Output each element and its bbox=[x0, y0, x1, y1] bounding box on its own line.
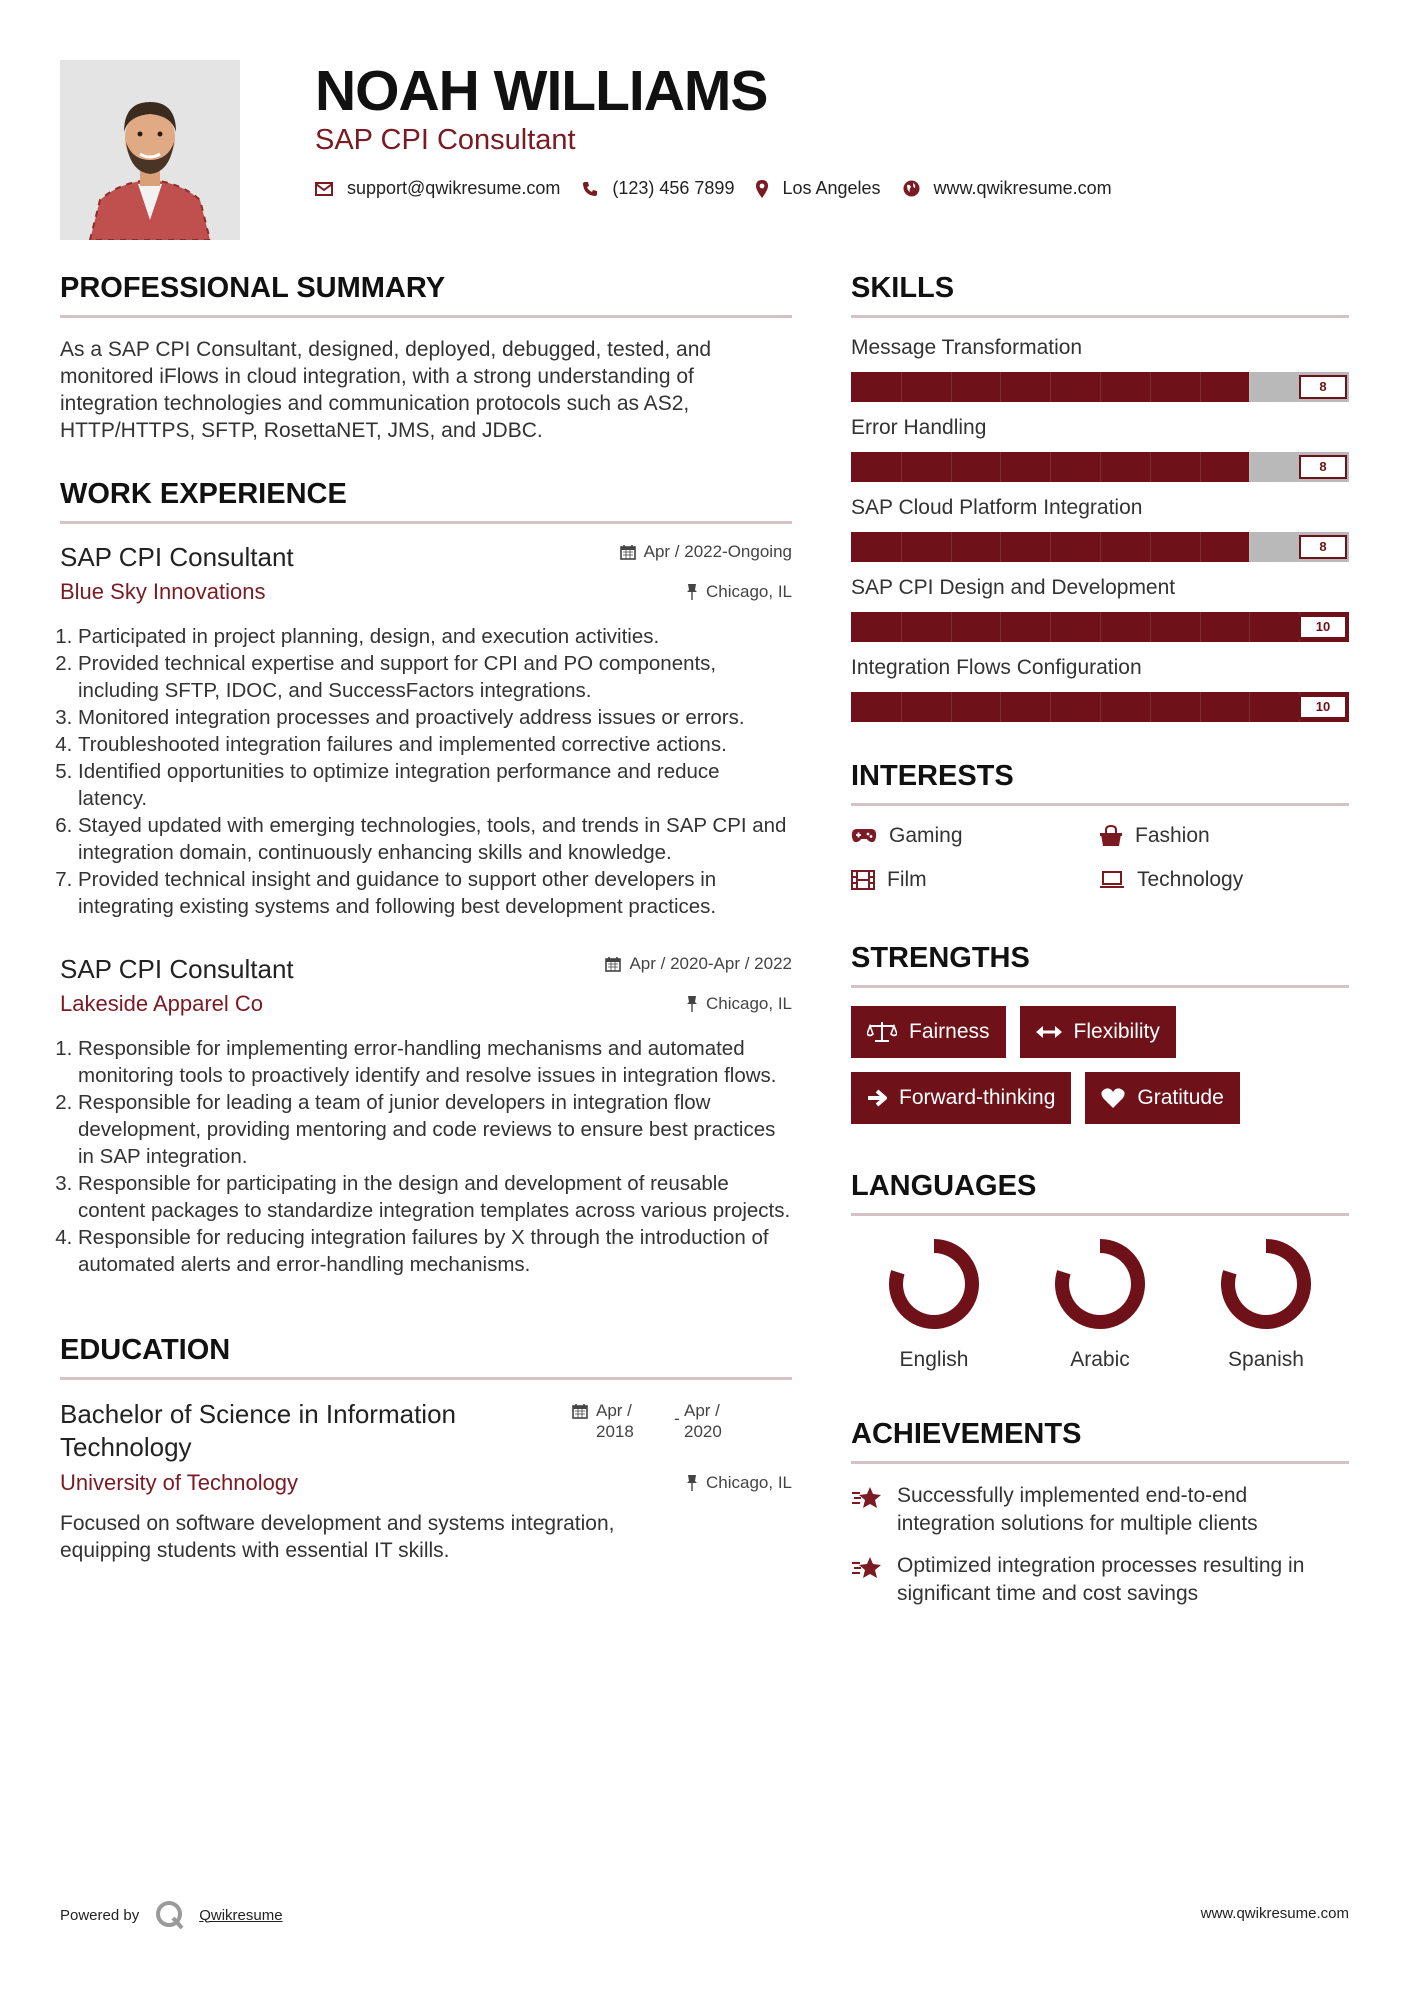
candidate-role: SAP CPI Consultant bbox=[315, 124, 576, 156]
skill-level: 10 bbox=[1299, 615, 1347, 639]
contact-website[interactable] bbox=[903, 178, 1112, 199]
skill-bar-segment bbox=[901, 692, 902, 722]
heart-icon bbox=[1101, 1088, 1125, 1109]
achievement-text: Successfully implemented end-to-end integration solutions for multiple clients bbox=[897, 1484, 1258, 1535]
languages-section bbox=[851, 1170, 1349, 1372]
skill-name: SAP Cloud Platform Integration bbox=[851, 496, 1143, 519]
duty-list bbox=[60, 1035, 792, 1278]
globe-icon bbox=[903, 180, 920, 197]
interest-item bbox=[851, 824, 1099, 848]
achievement-item bbox=[851, 1552, 1349, 1608]
skill-bar-segment bbox=[1000, 452, 1001, 482]
skills-heading: SKILLS bbox=[851, 272, 1349, 318]
strength-tag bbox=[1020, 1006, 1176, 1058]
company-name: Blue Sky Innovations bbox=[60, 579, 266, 604]
skill-bar-segment bbox=[1050, 532, 1051, 562]
skill-bar-segment bbox=[951, 612, 952, 642]
languages-heading: LANGUAGES bbox=[851, 1170, 1349, 1216]
language-ring bbox=[884, 1234, 984, 1334]
skill-bar-segment bbox=[1150, 692, 1151, 722]
education-description: Focused on software development and systems integration, equipping students with essential IT skills. bbox=[60, 1512, 615, 1562]
pin-icon bbox=[686, 1475, 698, 1491]
skill-bar-segment bbox=[951, 372, 952, 402]
qwikresume-link[interactable]: Qwikresume bbox=[199, 1906, 283, 1924]
language-name: Spanish bbox=[1228, 1348, 1304, 1371]
duty-item: 3. Monitored integration processes and proactively address issues or errors. bbox=[78, 704, 792, 731]
strength-label: Fairness bbox=[909, 1020, 990, 1043]
strength-label: Flexibility bbox=[1073, 1020, 1160, 1043]
job-entry bbox=[60, 954, 792, 1278]
skill-bar-segment bbox=[1100, 532, 1101, 562]
school-location bbox=[686, 1473, 792, 1493]
duty-item: 1. Responsible for implementing error-handling mechanisms and automated monitoring tools to proactively identify and resolve issues in integration flows. bbox=[78, 1035, 792, 1089]
map-marker-icon bbox=[756, 180, 768, 198]
calendar-icon bbox=[620, 544, 636, 560]
job-location bbox=[686, 994, 792, 1014]
interests-section bbox=[851, 760, 1349, 892]
duty-item: 5. Identified opportunities to optimize integration performance and reduce latency. bbox=[78, 758, 792, 812]
skill-bar-segment bbox=[901, 372, 902, 402]
skill-bar-segment bbox=[1100, 372, 1101, 402]
phone-icon bbox=[582, 181, 598, 197]
skills-section bbox=[851, 272, 1349, 722]
contact-website-text: www.qwikresume.com bbox=[933, 178, 1112, 198]
company-name: Lakeside Apparel Co bbox=[60, 991, 264, 1016]
skill-bar-segment bbox=[1150, 452, 1151, 482]
film-icon bbox=[851, 870, 875, 890]
duty-item: 4. Responsible for reducing integration failures by X through the introduction of automated alerts and error-handling mechanisms. bbox=[78, 1224, 792, 1278]
duty-item: 2. Responsible for leading a team of junior developers in integration flow development, providing mentoring and code reviews to ensure best practices in SAP integration. bbox=[78, 1089, 792, 1170]
footer-site-link[interactable]: www.qwikresume.com bbox=[1200, 1905, 1349, 1922]
gamepad-icon bbox=[851, 828, 877, 844]
strength-tag bbox=[1085, 1072, 1239, 1124]
strength-tag bbox=[851, 1006, 1006, 1058]
interest-label: Technology bbox=[1137, 868, 1244, 891]
duty-item: 4. Troubleshooted integration failures and implemented corrective actions. bbox=[78, 731, 792, 758]
contact-phone[interactable] bbox=[582, 178, 734, 199]
skill-bar-segment bbox=[1100, 452, 1101, 482]
interest-label: Fashion bbox=[1135, 824, 1210, 847]
strength-label: Gratitude bbox=[1137, 1086, 1224, 1109]
right-column bbox=[851, 272, 1349, 1622]
duty-item: 3. Responsible for participating in the design and development of reusable content packages to standardize integration templates across various projects. bbox=[78, 1170, 792, 1224]
achievement-text: Optimized integration processes resulting in significant time and cost savings bbox=[897, 1554, 1305, 1605]
skill-item bbox=[851, 656, 1349, 722]
skill-bar-segment bbox=[1000, 692, 1001, 722]
skill-bar bbox=[851, 532, 1349, 562]
skill-bar-segment bbox=[1000, 612, 1001, 642]
left-column bbox=[60, 272, 792, 1564]
arrows-horizontal-icon bbox=[1036, 1025, 1062, 1039]
contact-email-text: support@qwikresume.com bbox=[347, 178, 561, 198]
language-ring-arc bbox=[1062, 1246, 1138, 1322]
summary-section bbox=[60, 272, 792, 444]
skill-name: Integration Flows Configuration bbox=[851, 656, 1142, 679]
interest-label: Film bbox=[887, 868, 927, 891]
skill-name: Message Transformation bbox=[851, 336, 1083, 359]
balance-scale-icon bbox=[867, 1021, 897, 1043]
skill-bar-segment bbox=[1150, 372, 1151, 402]
interest-item bbox=[851, 868, 1099, 892]
experience-heading: WORK EXPERIENCE bbox=[60, 478, 792, 524]
pin-icon bbox=[686, 584, 698, 600]
school-location-text: Chicago, IL bbox=[706, 1473, 792, 1492]
education-start: Apr / 2018 bbox=[596, 1401, 634, 1441]
skill-bar-segment bbox=[901, 612, 902, 642]
skill-bar-segment bbox=[1200, 372, 1201, 402]
education-dates bbox=[572, 1400, 762, 1442]
skill-bar-segment bbox=[1200, 532, 1201, 562]
duty-item: 6. Stayed updated with emerging technologies, tools, and trends in SAP CPI and integration domain, continuously enhancing skills and knowledge. bbox=[78, 812, 792, 866]
skill-bar-segment bbox=[1249, 452, 1250, 482]
laptop-icon bbox=[1099, 871, 1125, 889]
calendar-icon bbox=[605, 956, 621, 972]
language-item bbox=[851, 1234, 1017, 1372]
arrow-right-icon bbox=[867, 1089, 887, 1107]
duty-item: 7. Provided technical insight and guidance to support other developers in integrating existing systems and following best development practices. bbox=[78, 866, 792, 920]
powered-by-label: Powered by bbox=[60, 1906, 140, 1924]
experience-section bbox=[60, 478, 792, 1278]
skill-bar-segment bbox=[951, 452, 952, 482]
language-ring-arc bbox=[1228, 1246, 1304, 1322]
education-date-dash: - bbox=[674, 1409, 680, 1428]
skill-bar-segment bbox=[901, 452, 902, 482]
skill-level: 8 bbox=[1299, 375, 1347, 399]
skill-bar-segment bbox=[1150, 532, 1151, 562]
skill-level: 8 bbox=[1299, 535, 1347, 559]
qwikresume-logo-icon bbox=[155, 1900, 185, 1930]
calendar-icon bbox=[572, 1403, 588, 1419]
education-section bbox=[60, 1334, 792, 1564]
footer-powered bbox=[60, 1900, 283, 1930]
job-location-text: Chicago, IL bbox=[706, 994, 792, 1013]
contact-location bbox=[756, 178, 880, 199]
skill-bar-segment bbox=[1000, 532, 1001, 562]
skill-bar-segment bbox=[1200, 692, 1201, 722]
job-dates bbox=[605, 954, 792, 974]
skill-bar-segment bbox=[1249, 532, 1250, 562]
summary-heading: PROFESSIONAL SUMMARY bbox=[60, 272, 792, 318]
skill-bar-segment bbox=[1050, 692, 1051, 722]
language-name: Arabic bbox=[1070, 1348, 1130, 1371]
skills-list bbox=[851, 336, 1349, 722]
duty-item: 2. Provided technical expertise and support for CPI and PO components, including SFTP, IDOC, and SuccessFactors integrations. bbox=[78, 650, 792, 704]
shopping-bag-icon bbox=[1099, 825, 1123, 847]
interest-item bbox=[1099, 824, 1349, 848]
job-title: SAP CPI Consultant bbox=[60, 954, 294, 984]
star-icon bbox=[851, 1556, 883, 1580]
skill-bar-segment bbox=[951, 692, 952, 722]
duty-item: 1. Participated in project planning, design, and execution activities. bbox=[78, 623, 792, 650]
language-ring-arc bbox=[896, 1246, 972, 1322]
job-title: SAP CPI Consultant bbox=[60, 542, 294, 572]
job-dates-text: Apr / 2020-Apr / 2022 bbox=[629, 954, 792, 973]
school-name: University of Technology bbox=[60, 1470, 299, 1495]
envelope-icon bbox=[315, 182, 333, 196]
language-item bbox=[1183, 1234, 1349, 1372]
skill-bar-segment bbox=[1050, 372, 1051, 402]
skill-name: Error Handling bbox=[851, 416, 987, 439]
contact-email[interactable] bbox=[315, 178, 560, 199]
strengths-section bbox=[851, 942, 1349, 1124]
strength-tag bbox=[851, 1072, 1071, 1124]
language-ring bbox=[1216, 1234, 1316, 1334]
skill-bar-segment bbox=[1200, 452, 1201, 482]
skill-name: SAP CPI Design and Development bbox=[851, 576, 1176, 599]
contact-phone-text: (123) 456 7899 bbox=[612, 178, 735, 198]
job-entry bbox=[60, 542, 792, 920]
skill-bar-segment bbox=[1150, 612, 1151, 642]
skill-bar bbox=[851, 372, 1349, 402]
skill-bar bbox=[851, 452, 1349, 482]
interests-heading: INTERESTS bbox=[851, 760, 1349, 806]
skill-bar-segment bbox=[1050, 452, 1051, 482]
job-location-text: Chicago, IL bbox=[706, 582, 792, 601]
star-icon bbox=[851, 1486, 883, 1510]
skill-bar bbox=[851, 692, 1349, 722]
skill-bar-segment bbox=[1249, 692, 1250, 722]
achievements-heading: ACHIEVEMENTS bbox=[851, 1418, 1349, 1464]
language-ring bbox=[1050, 1234, 1150, 1334]
skill-bar-segment bbox=[1249, 612, 1250, 642]
strength-label: Forward-thinking bbox=[899, 1086, 1056, 1109]
education-heading: EDUCATION bbox=[60, 1334, 792, 1380]
skill-bar-segment bbox=[1100, 612, 1101, 642]
achievements-section bbox=[851, 1418, 1349, 1608]
education-end: Apr / 2020 bbox=[684, 1401, 722, 1441]
skill-level: 10 bbox=[1299, 695, 1347, 719]
pin-icon bbox=[686, 996, 698, 1012]
language-name: English bbox=[899, 1348, 969, 1371]
skill-level: 8 bbox=[1299, 455, 1347, 479]
profile-photo bbox=[60, 60, 240, 240]
language-item bbox=[1017, 1234, 1183, 1372]
skill-bar-segment bbox=[951, 532, 952, 562]
skill-bar-segment bbox=[901, 532, 902, 562]
contact-location-text: Los Angeles bbox=[782, 178, 881, 198]
skill-bar-segment bbox=[1200, 612, 1201, 642]
skill-bar-segment bbox=[1249, 372, 1250, 402]
summary-text: As a SAP CPI Consultant, designed, deployed, debugged, tested, and monitored iFlows in cloud integration, with a strong understanding of integration technologies and communication protocols such as AS2, HTTP/HTTPS, SFTP, RosettaNET, JMS, and JDBC. bbox=[60, 338, 712, 442]
candidate-name: NOAH WILLIAMS bbox=[315, 59, 768, 123]
interest-item bbox=[1099, 868, 1349, 892]
achievement-item bbox=[851, 1482, 1349, 1538]
skill-item bbox=[851, 416, 1349, 482]
strengths-heading: STRENGTHS bbox=[851, 942, 1349, 988]
skill-bar-segment bbox=[1050, 612, 1051, 642]
degree-title: Bachelor of Science in Information Technology bbox=[60, 1399, 456, 1462]
contact-bar bbox=[315, 178, 1134, 199]
duty-list bbox=[60, 623, 792, 920]
skill-bar-segment bbox=[1000, 372, 1001, 402]
interest-label: Gaming bbox=[889, 824, 963, 847]
skill-item bbox=[851, 576, 1349, 642]
job-location bbox=[686, 582, 792, 602]
job-dates bbox=[620, 542, 792, 562]
skill-item bbox=[851, 496, 1349, 562]
skill-bar-segment bbox=[1100, 692, 1101, 722]
job-dates-text: Apr / 2022-Ongoing bbox=[643, 542, 792, 561]
skill-item bbox=[851, 336, 1349, 402]
skill-bar bbox=[851, 612, 1349, 642]
